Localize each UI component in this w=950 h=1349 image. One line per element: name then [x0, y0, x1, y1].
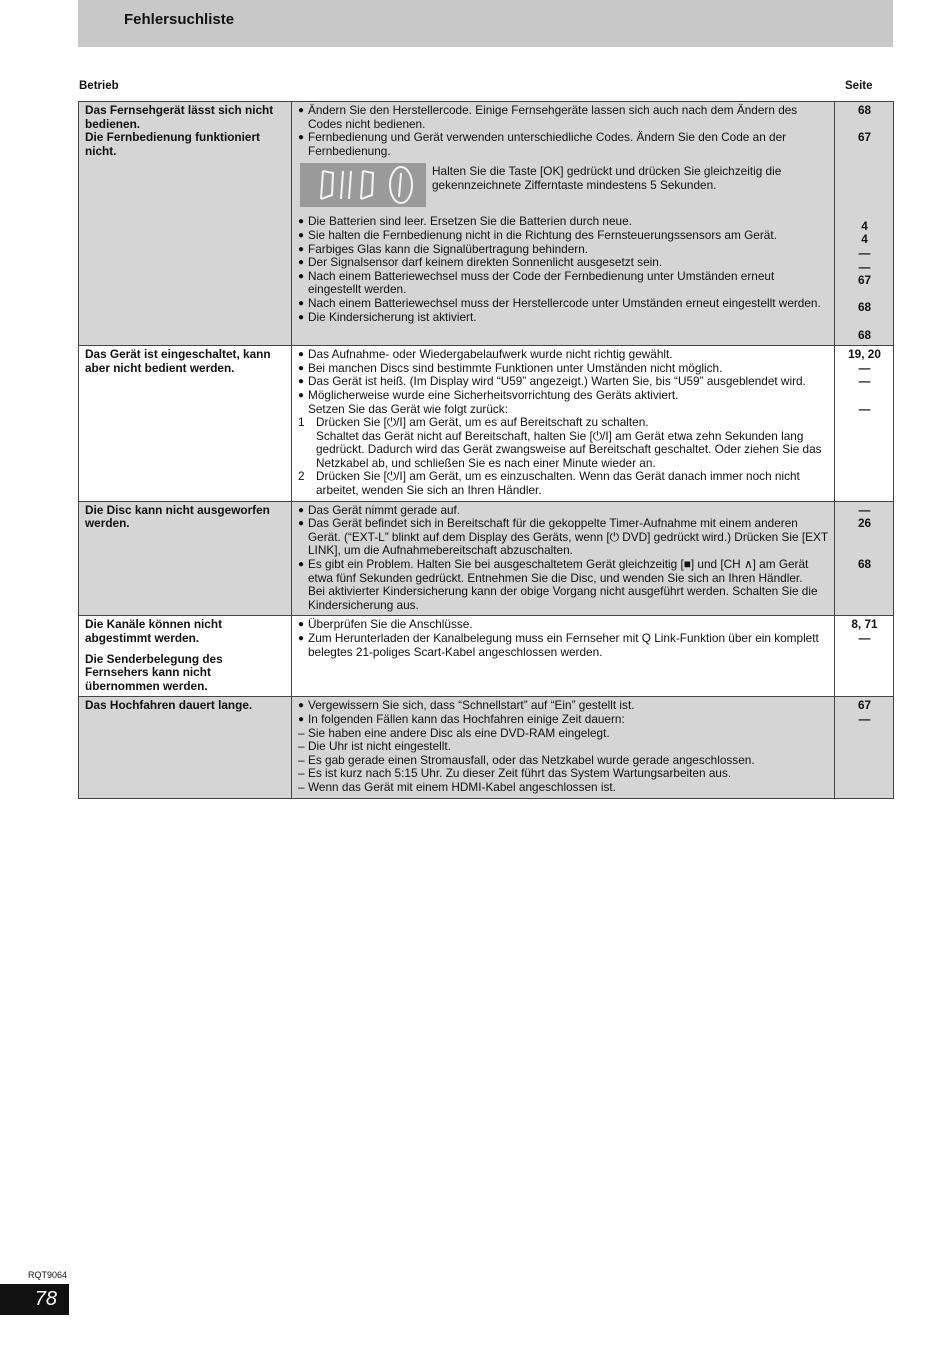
- remedy-text: Bei manchen Discs sind bestimmte Funktionen unter Umständen nicht möglich.: [308, 360, 723, 375]
- page-ref: —: [858, 502, 871, 517]
- remedy-text: Vergewissern Sie sich, dass “Schnellstart” auf “Ein” gestellt ist.: [308, 698, 635, 713]
- page-title: Fehlersuchliste: [124, 11, 235, 28]
- case-text: Die Uhr ist nicht eingestellt.: [308, 739, 451, 754]
- step-number: 2: [298, 469, 305, 484]
- case-text: Wenn das Gerät mit einem HDMI-Kabel angeschlossen ist.: [308, 779, 616, 794]
- remedy-text: Fernbedienung und Gerät verwenden unterschiedliche Codes. Ändern Sie den Code an der Fernbedienung.: [308, 130, 787, 158]
- page-number: 78: [34, 1288, 57, 1310]
- bullet-dot-icon: ●: [298, 270, 305, 282]
- problem-cell: [79, 501, 292, 616]
- case-item: [298, 727, 829, 741]
- remedy-text: Möglicherweise wurde eine Sicherheitsvorrichtung des Geräts aktiviert.: [308, 387, 679, 402]
- list-item: [298, 256, 829, 270]
- remedy-text: Sie halten die Fernbedienung nicht in die Richtung des Fernsteuerungssensors am Gerät.: [308, 227, 777, 242]
- page-number-box: [0, 1284, 69, 1315]
- problem-text: Die Disc kann nicht ausgeworfen werden.: [85, 502, 270, 531]
- list-item: [298, 229, 829, 243]
- problem-text: Die Kanäle können nicht abgestimmt werden.: [85, 617, 223, 645]
- troubleshooting-table: [78, 101, 894, 799]
- problem-text: Die Senderbelegung des Fernsehers kann nicht übernommen werden.: [85, 651, 223, 693]
- remedy-text: Nach einem Batteriewechsel muss der Herstellercode unter Umständen erneut eingestellt werden.: [308, 295, 821, 310]
- page-ref: 19, 20: [848, 347, 881, 362]
- remedy-text: Farbiges Glas kann die Signalübertragung behindern.: [308, 241, 589, 256]
- problem-text: Das Hochfahren dauert lange.: [85, 698, 253, 713]
- bullet-dot-icon: ●: [298, 229, 305, 241]
- remedy-text: Das Gerät ist heiß. (Im Display wird “U59” angezeigt.) Warten Sie, bis “U59” ausgeblendet wird.: [308, 374, 806, 389]
- remedy-text: Zum Herunterladen der Kanalbelegung muss ein Fernseher mit Q Link-Funktion über ein komplett belegtes 21-poliges Scart-Kabel angeschlossen werden.: [308, 631, 819, 659]
- page-cell: [835, 697, 894, 798]
- remedy-text: Der Signalsensor darf keinem direkten Sonnenlicht ausgesetzt sein.: [308, 255, 663, 270]
- step-item: [298, 470, 829, 497]
- page-ref: —: [858, 360, 871, 375]
- list-item: [298, 389, 829, 403]
- bullet-dot-icon: ●: [298, 619, 305, 631]
- remedy-text: In folgenden Fällen kann das Hochfahren einige Zeit dauern:: [308, 711, 625, 726]
- page-ref: —: [858, 631, 871, 645]
- bullet-dot-icon: ●: [298, 376, 305, 388]
- page-ref: 67: [857, 273, 872, 288]
- bullet-dot-icon: ●: [298, 311, 305, 323]
- table-row: [79, 102, 894, 346]
- table-row: [79, 616, 894, 697]
- list-item: [298, 713, 829, 727]
- step-more: Schaltet das Gerät nicht auf Bereitschaft, halten Sie [⏻/I] am Gerät etwa zehn Sekunden lang gedrückt. Dadurch wird das Gerät zwangsweise auf Bereitschaft geschaltet. Oder ziehen Sie das Netzkabel ab, und schließen Sie es nach einer Minute wieder an.: [316, 428, 822, 470]
- problem-text: Das Fernsehgerät lässt sich nicht bedienen.: [85, 103, 274, 131]
- list-item: [298, 348, 829, 362]
- page-cell: [835, 616, 894, 697]
- list-item: [298, 270, 829, 297]
- bullet-dot-icon: ●: [298, 297, 305, 309]
- list-item: [298, 131, 829, 158]
- remedy-cell: [292, 697, 835, 798]
- page-ref: 68: [857, 300, 872, 315]
- bullet-dot-icon: ●: [298, 349, 305, 361]
- dash-icon: –: [298, 779, 305, 794]
- spacer: [841, 118, 888, 132]
- reset-intro: Setzen Sie das Gerät wie folgt zurück:: [308, 401, 508, 416]
- case-text: Es ist kurz nach 5:15 Uhr. Zu dieser Zeit führt das System Wartungsarbeiten aus.: [308, 766, 732, 781]
- step-text: Drücken Sie [⏻/I] am Gerät, um es auf Bereitschaft zu schalten.: [316, 415, 649, 430]
- problem-text: Das Gerät ist eingeschaltet, kann aber nicht bedient werden.: [85, 347, 271, 375]
- problem-text: Die Fernbedienung funktioniert nicht.: [85, 130, 260, 158]
- remedy-text: Überprüfen Sie die Anschlüsse.: [308, 617, 473, 632]
- table-row: [79, 346, 894, 502]
- list-item: [298, 504, 829, 518]
- list-item: [298, 375, 829, 389]
- list-item: [298, 297, 829, 311]
- list-item: [298, 632, 829, 659]
- bullet-dot-icon: ●: [298, 518, 305, 530]
- remote-display-icon: [300, 163, 426, 207]
- problem-cell: [79, 697, 292, 798]
- remedy-cell: [292, 346, 835, 502]
- case-item: [298, 767, 829, 781]
- bullet-dot-icon: ●: [298, 389, 305, 401]
- note-text: Bei aktivierter Kindersicherung kann der obige Vorgang nicht ausgeführt werden. Schalten Sie die Kindersicherung aus.: [308, 584, 818, 612]
- list-item: [298, 243, 829, 257]
- list-item: [298, 558, 829, 585]
- step-text: Drücken Sie [⏻/I] am Gerät, um es einzuschalten. Wenn das Gerät danach immer noch nicht arbeitet, wenden Sie sich an Ihren Händler.: [316, 469, 800, 498]
- problem-cell: [79, 346, 292, 502]
- case-item: [298, 754, 829, 768]
- dash-icon: –: [298, 752, 305, 767]
- page-ref: —: [858, 259, 871, 274]
- dash-icon: –: [298, 725, 305, 740]
- table-row: [79, 501, 894, 616]
- list-item: [298, 699, 829, 713]
- bullet-dot-icon: ●: [298, 700, 305, 712]
- page-ref: 8, 71: [851, 617, 878, 632]
- dash-icon: –: [298, 766, 305, 781]
- table-row: [79, 697, 894, 798]
- step-item: [298, 416, 829, 470]
- bullet-dot-icon: ●: [298, 504, 305, 516]
- list-item: [298, 362, 829, 376]
- remedy-text: Ändern Sie den Herstellercode. Einige Fernsehgeräte lassen sich auch nach dem Ändern des Codes nicht bedienen.: [308, 103, 798, 131]
- list-item: [298, 517, 829, 558]
- bullet-dot-icon: ●: [298, 713, 305, 725]
- spacer: [841, 531, 888, 558]
- list-item: [298, 311, 829, 325]
- problem-cell: [79, 616, 292, 697]
- spacer: [841, 389, 888, 403]
- bullet-dot-icon: ●: [298, 216, 305, 228]
- remote-code-instruction: [300, 163, 829, 207]
- case-item: [298, 740, 829, 754]
- remedy-text: Nach einem Batteriewechsel muss der Code der Fernbedienung unter Umständen erneut eingestellt werden.: [308, 268, 775, 297]
- list-item: [298, 618, 829, 632]
- bullet-dot-icon: ●: [298, 559, 305, 571]
- page-ref: —: [858, 401, 871, 416]
- bullet-dot-icon: ●: [298, 362, 305, 374]
- remedy-text: Es gibt ein Problem. Halten Sie bei ausgeschaltetem Gerät gleichzeitig [■] und [CH ∧] am Gerät etwa fünf Sekunden gedrückt. Entnehmen Sie die Disc, und wenden Sie sich an Ihren Händler.: [308, 557, 809, 585]
- page-ref: —: [858, 711, 871, 726]
- dash-icon: –: [298, 739, 305, 754]
- bullet-dot-icon: ●: [298, 633, 305, 644]
- step-number: 1: [298, 415, 305, 430]
- page-ref: 68: [857, 557, 872, 572]
- remote-instruction-text: Halten Sie die Taste [OK] gedrückt und drücken Sie gleichzeitig die gekennzeichnete Zifferntaste mindestens 5 Sekunden.: [432, 164, 782, 192]
- remedy-text: Das Aufnahme- oder Wiedergabelaufwerk wurde nicht richtig gewählt.: [308, 347, 673, 362]
- bullet-dot-icon: ●: [298, 132, 305, 144]
- column-header-page: Seite: [845, 80, 873, 92]
- remedy-cell: [292, 501, 835, 616]
- page-cell: [835, 346, 894, 502]
- spacer: [841, 315, 888, 329]
- page-ref: 68: [857, 103, 872, 117]
- page-ref: 67: [857, 698, 872, 713]
- page-ref: —: [858, 245, 871, 260]
- case-text: Es gab gerade einen Stromausfall, oder das Netzkabel wurde gerade angeschlossen.: [308, 752, 755, 767]
- page-ref: 26: [857, 516, 872, 531]
- page-cell: [835, 501, 894, 616]
- case-item: [298, 781, 829, 795]
- remedy-text: Das Gerät nimmt gerade auf.: [308, 502, 461, 517]
- list-item: [298, 104, 829, 131]
- list-item: [298, 215, 829, 229]
- page-ref: 4: [861, 218, 868, 233]
- spacer: [841, 288, 888, 302]
- page-ref: 4: [861, 232, 868, 247]
- spacer: [841, 145, 888, 220]
- bullet-dot-icon: ●: [298, 257, 305, 269]
- page-ref: —: [858, 374, 871, 389]
- remedy-text: Die Kindersicherung ist aktiviert.: [308, 309, 477, 324]
- page-ref: 67: [857, 130, 872, 145]
- remedy-text: Die Batterien sind leer. Ersetzen Sie die Batterien durch neue.: [308, 214, 632, 229]
- document-code: RQT9064: [28, 1270, 68, 1280]
- case-text: Sie haben eine andere Disc als eine DVD-RAM eingelegt.: [308, 725, 610, 740]
- remedy-cell: [292, 616, 835, 697]
- column-header-operation: Betrieb: [79, 80, 119, 92]
- page-ref: 68: [857, 327, 872, 342]
- bullet-dot-icon: ●: [298, 243, 305, 255]
- remedy-cell: [292, 102, 835, 346]
- problem-cell: [79, 102, 292, 346]
- bullet-dot-icon: ●: [298, 105, 305, 116]
- remedy-text: Das Gerät befindet sich in Bereitschaft für die gekoppelte Timer-Aufnahme mit einem anderen Gerät. (“EXT-L” blinkt auf dem Display des Geräts, wenn [⏻ DVD] gedrückt wird.) Drücken Sie [EXT LINK], um die Aufnahmebereitschaft abzuschalten.: [308, 516, 828, 558]
- page-cell: [835, 102, 894, 346]
